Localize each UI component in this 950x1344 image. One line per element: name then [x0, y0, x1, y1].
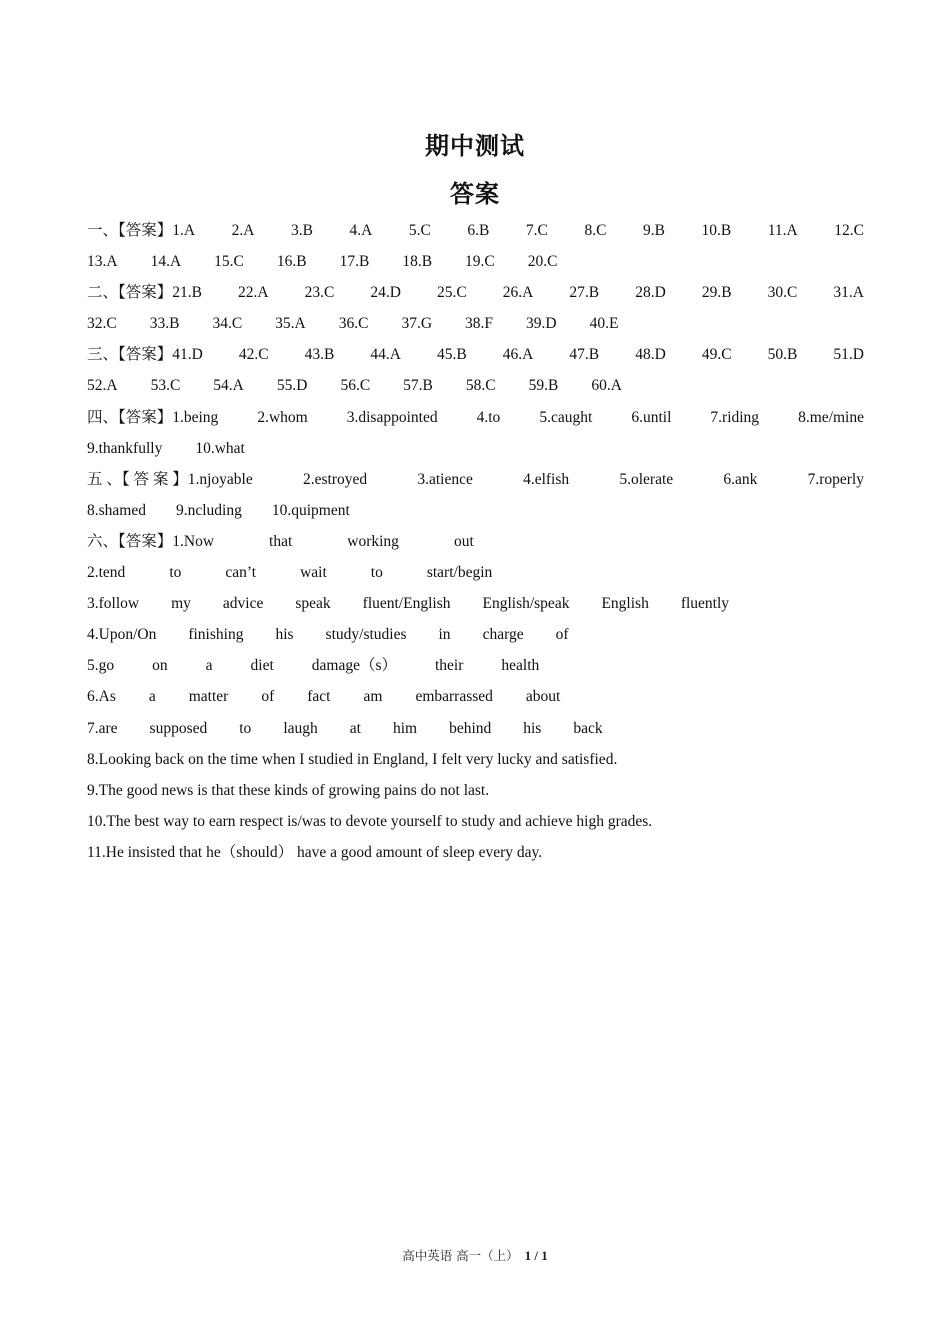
answer-token: 15.C [214, 253, 244, 271]
answer-token: 4.elfish [523, 470, 570, 488]
answer-token: 三、【答案】41.D [87, 346, 203, 364]
answer-token: working [347, 532, 399, 550]
answer-token: charge [482, 626, 524, 644]
answer-line [87, 219, 864, 250]
answer-token: 6.until [631, 408, 672, 426]
answer-token: out [453, 532, 474, 550]
answer-token: behind [449, 719, 492, 737]
answer-token: 43.B [304, 346, 335, 364]
answer-line [87, 841, 864, 872]
answer-token: 59.B [528, 377, 559, 395]
answer-token: 六、【答案】1.Now [87, 532, 215, 550]
answer-token: 2.tend [87, 564, 126, 582]
answer-token: 4.A [349, 222, 373, 239]
answer-token: 7.are [87, 719, 118, 737]
answer-token: 10.B [701, 222, 732, 239]
answer-token: 25.C [437, 284, 467, 302]
answer-token: 50.B [767, 346, 798, 364]
answer-token: 13.A [87, 253, 118, 271]
answer-token: 53.C [150, 377, 181, 395]
answer-token: health [501, 657, 540, 675]
answer-line [87, 499, 864, 530]
answer-line [87, 779, 864, 810]
answer-token: 40.E [589, 315, 619, 333]
answer-token: fluently [680, 595, 730, 613]
answer-token: 60.A [591, 377, 622, 395]
answer-token: English/speak [482, 595, 570, 613]
page-number: 1 / 1 [524, 1248, 548, 1263]
answer-token: 54.A [213, 377, 244, 395]
page-footer [0, 1246, 950, 1264]
answer-token: back [573, 719, 603, 737]
answer-token: a [148, 688, 156, 706]
answer-token: 34.C [212, 315, 243, 333]
answer-line [87, 437, 864, 468]
answer-token: 2.A [231, 222, 255, 239]
page-title: 期中测试 [425, 132, 525, 160]
answer-line [87, 312, 864, 343]
answer-token: start/begin [426, 564, 493, 582]
answer-token: 7.C [525, 222, 548, 239]
answer-token: 26.A [502, 284, 534, 302]
answer-token: 10.quipment [271, 501, 350, 519]
answer-token: 33.B [149, 315, 180, 333]
answer-token: speak [295, 595, 331, 613]
answer-token: matter [188, 688, 229, 706]
answer-token: laugh [283, 719, 318, 737]
answer-token: 57.B [403, 377, 433, 395]
answer-token: at [349, 719, 361, 737]
answer-token: 6.B [467, 222, 490, 239]
answer-token: damage（s） [311, 657, 397, 675]
answer-token: 36.C [338, 315, 369, 333]
answer-line [87, 343, 864, 374]
answer-token: 7.riding [710, 408, 760, 426]
answer-token: fluent/English [362, 595, 451, 613]
answer-token: 11.He insisted that he（should） have a good amount of sleep every day. [87, 843, 543, 861]
answer-line [87, 374, 864, 405]
answer-token: 31.A [833, 284, 864, 302]
answer-token: to [370, 564, 383, 582]
answer-token: 32.C [87, 315, 117, 333]
answer-token: 3.disappointed [346, 408, 438, 426]
answer-line [87, 468, 864, 499]
answer-token: 39.D [526, 315, 557, 333]
answer-token: on [152, 657, 168, 675]
answer-token: 49.C [701, 346, 732, 364]
answer-token: 10.The best way to earn respect is/was to devote yourself to study and achieve high grades. [87, 812, 653, 830]
answer-line [87, 530, 864, 561]
answer-token: 2.estroyed [302, 470, 368, 488]
answer-token: his [523, 719, 542, 737]
answer-token: 5.olerate [619, 470, 674, 488]
answer-line [87, 406, 864, 437]
answer-token: 一、【答案】1.A [87, 222, 196, 239]
answer-token: 23.C [304, 284, 335, 302]
answer-token: study/studies [325, 626, 407, 644]
answer-token: English [601, 595, 649, 613]
answer-token: 四、【答案】1.being [87, 408, 219, 426]
answer-token: 17.B [339, 253, 370, 271]
answer-token: 56.C [340, 377, 371, 395]
answer-token: 8.shamed [87, 501, 146, 519]
answer-token: 28.D [635, 284, 666, 302]
page-subtitle: 答案 [450, 180, 500, 208]
answer-token: diet [250, 657, 274, 675]
answer-line [87, 592, 864, 623]
answer-token: 51.D [833, 346, 864, 364]
answer-token: 3.atience [417, 470, 473, 488]
answer-line [87, 810, 864, 841]
footer-text: 高中英语 高一（上） [402, 1248, 519, 1263]
answer-token: 9.thankfully [87, 439, 163, 457]
answer-token: supposed [149, 719, 208, 737]
answer-line [87, 623, 864, 654]
answer-token: their [435, 657, 464, 675]
answer-token: 6.ank [723, 470, 758, 488]
answer-token: of [261, 688, 275, 706]
answer-token: 20.C [527, 253, 558, 271]
answer-token: 16.B [276, 253, 307, 271]
answer-token: 4.Upon/On [87, 626, 157, 644]
answer-token: him [392, 719, 418, 737]
answer-token: 7.roperly [807, 470, 864, 488]
answer-token: my [171, 595, 191, 613]
answer-token: advice [222, 595, 264, 613]
answer-token: 6.As [87, 688, 116, 706]
answer-token: 9.The good news is that these kinds of growing pains do not last. [87, 781, 490, 799]
answer-list [87, 219, 864, 872]
answer-token: 24.D [370, 284, 401, 302]
answer-token: 35.A [275, 315, 306, 333]
answer-token: 14.A [150, 253, 182, 271]
answer-token: embarrassed [415, 688, 493, 706]
answer-line [87, 281, 864, 312]
answer-token: a [205, 657, 213, 675]
answer-token: 11.A [767, 222, 798, 239]
answer-token: 3.B [291, 222, 313, 239]
answer-token: 2.whom [257, 408, 308, 426]
answer-token: 8.me/mine [798, 408, 864, 426]
answer-token: 19.C [465, 253, 495, 271]
answer-token: finishing [188, 626, 244, 644]
answer-token: of [555, 626, 569, 644]
answer-line [87, 685, 864, 716]
answer-token: 37.G [401, 315, 433, 333]
answer-token: 58.C [465, 377, 496, 395]
answer-token: 二、【答案】21.B [87, 284, 202, 302]
answer-token: 46.A [502, 346, 534, 364]
answer-token: 18.B [402, 253, 433, 271]
answer-token: 5.go [87, 657, 115, 675]
answer-token: am [363, 688, 383, 706]
answer-line [87, 654, 864, 685]
answer-token: 44.A [370, 346, 401, 364]
answer-token: 五 、【 答 案 】1.njoyable [87, 470, 253, 488]
answer-line [87, 748, 864, 779]
answer-token: 29.B [701, 284, 732, 302]
answer-token: wait [300, 564, 327, 582]
answer-token: 52.A [87, 377, 118, 395]
answer-token: 27.B [569, 284, 600, 302]
answer-token: to [169, 564, 182, 582]
answer-token: 8.C [584, 222, 607, 239]
answer-token: 4.to [476, 408, 501, 426]
answer-token: about [525, 688, 561, 706]
answer-token: 12.C [834, 222, 864, 239]
answer-token: 38.F [465, 315, 494, 333]
answer-token: that [269, 532, 293, 550]
answer-line [87, 561, 864, 592]
answer-line [87, 717, 864, 748]
answer-token: in [438, 626, 451, 644]
answer-token: 9.ncluding [175, 501, 242, 519]
answer-line [87, 250, 864, 281]
answer-token: his [275, 626, 294, 644]
answer-token: 30.C [767, 284, 798, 302]
answer-token: 22.A [238, 284, 269, 302]
answer-token: fact [307, 688, 331, 706]
answer-token: 42.C [238, 346, 269, 364]
answer-token: 10.what [195, 439, 245, 457]
answer-token: 3.follow [87, 595, 140, 613]
answer-token: 47.B [569, 346, 600, 364]
answer-token: 5.C [408, 222, 431, 239]
answer-token: 55.D [276, 377, 308, 395]
answer-token: to [239, 719, 252, 737]
answer-token: 48.D [635, 346, 666, 364]
answer-token: can’t [225, 564, 257, 582]
answer-token: 5.caught [539, 408, 593, 426]
answer-token: 8.Looking back on the time when I studied in England, I felt very lucky and satisfied. [87, 750, 618, 768]
answer-token: 45.B [437, 346, 467, 364]
answer-token: 9.B [642, 222, 665, 239]
